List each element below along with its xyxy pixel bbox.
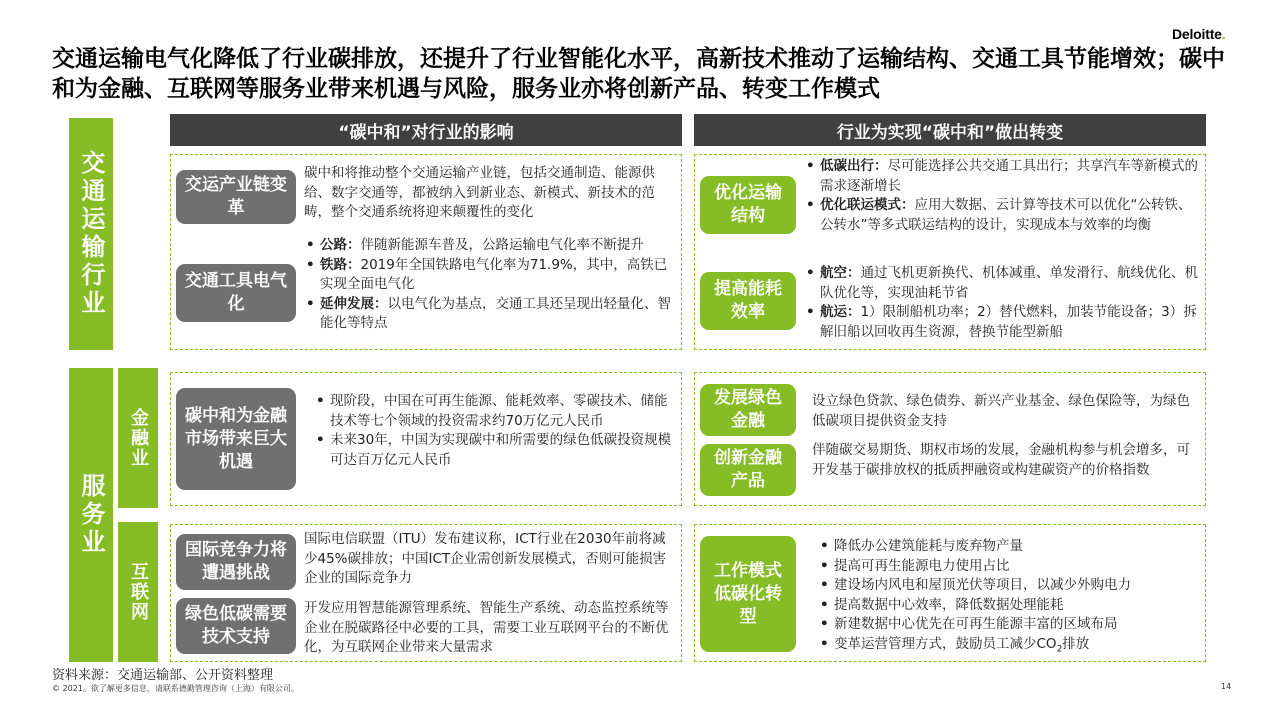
list-item: • 变革运营管理方式，鼓励员工减少$CO_2$排放 [818, 635, 1202, 660]
list-item: • 未来30年，中国为实现碳中和所需要的绿色低碳投资规模可达百万亿元人民币 [314, 431, 676, 470]
sector-service: 服务业 [69, 368, 113, 662]
finance-innovation-label: 创新金融产品 [700, 444, 796, 496]
internet-tech-text: 开发应用智慧能源管理系统、智能生产系统、动态监控系统等企业在脱碳路径中必要的工具，需要工业互联网平台的不断优化，为互联网企业带来大量需求 [304, 600, 669, 655]
transport-chain-label: 交运产业链变革 [176, 170, 296, 224]
deloitte-logo: Deloitte. [1172, 26, 1226, 42]
list-item: • 航运：1）限制船机功率；2）替代燃料，加装节能设备；3）拆解旧船以回收再生资源，替换节能型新船 [804, 303, 1202, 342]
impact-header: “碳中和”对行业的影响 [170, 114, 682, 146]
list-item: • 优化联运模式：应用大数据、云计算等技术可以优化“公转铁、公转水”等多式联运结构的设计，实现成本与效率的均衡 [804, 196, 1202, 235]
source-note: 资料来源：交通运输部、公开资料整理 [52, 668, 274, 683]
transport-efficiency-label: 提高能耗效率 [700, 272, 796, 330]
list-item: • 低碳出行：尽可能选择公共交通工具出行；共享汽车等新模式的需求逐渐增长 [804, 157, 1202, 196]
list-item: • 公路：伴随新能源车普及，公路运输电气化率不断提升 [304, 236, 678, 256]
list-item: • 铁路：2019年全国铁路电气化率为71.9%，其中，高铁已实现全面电气化 [304, 256, 678, 295]
internet-work-list [818, 537, 1202, 660]
transport-elec-list [304, 236, 678, 334]
finance-opportunity-list [314, 392, 676, 470]
internet-compete-label: 国际竞争力将遭遇挑战 [176, 534, 296, 590]
finance-innovation-text: 伴随碳交易期货、期权市场的发展，金融机构参与机会增多，可开发基于碳排放权的抵质押融资或构建碳资产的价格指数 [812, 442, 1190, 478]
transform-header: 行业为实现“碳中和”做出转变 [694, 114, 1206, 146]
list-item: • 新建数据中心优先在可再生能源丰富的区域布局 [818, 615, 1202, 635]
finance-green-text: 设立绿色贷款、绿色债券、新兴产业基金、绿色保险等，为绿色低碳项目提供资金支持 [812, 393, 1190, 429]
list-item: • 延伸发展：以电气化为基点，交通工具还呈现出轻量化、智能化等特点 [304, 295, 678, 334]
page-title: 交通运输电气化降低了行业碳排放，还提升了行业智能化水平，高新技术推动了运输结构、交通工具节能增效；碳中和为金融、互联网等服务业带来机遇与风险，服务业亦将创新产品、转变工作模式 [52, 46, 1225, 102]
list-item: • 提高可再生能源电力使用占比 [818, 557, 1202, 577]
sector-finance: 金融业 [118, 368, 158, 508]
sector-internet: 互联网 [118, 522, 158, 662]
transport-optimize-label: 优化运输结构 [700, 176, 796, 234]
internet-work-label: 工作模式低碳化转型 [700, 536, 796, 652]
finance-opportunity-label: 碳中和为金融市场带来巨大机遇 [176, 388, 296, 490]
copyright: © 2021。欲了解更多信息，请联系德勤管理咨询（上海）有限公司。 [52, 684, 299, 693]
list-item: • 降低办公建筑能耗与废弃物产量 [818, 537, 1202, 557]
internet-compete-text: 国际电信联盟（ITU）发布建议称，ICT行业在2030年前将减少45%碳排放；中国ICT企业需创新发展模式，否则可能损害企业的国际竞争力 [304, 531, 667, 586]
list-item: • 现阶段，中国在可再生能源、能耗效率、零碳技术、储能技术等七个领域的投资需求约70万亿元人民币 [314, 392, 676, 431]
list-item: • 航空：通过飞机更新换代、机体减重、单发滑行、航线优化、机队优化等，实现油耗节省 [804, 264, 1202, 303]
list-item: • 建设场内风电和屋顶光伏等项目，以减少外购电力 [818, 576, 1202, 596]
internet-tech-label: 绿色低碳需要技术支持 [176, 598, 296, 654]
sector-transport: 交通运输行业 [69, 118, 113, 350]
page-number: 14 [1221, 682, 1232, 691]
transport-optimize-list [804, 157, 1202, 235]
transport-efficiency-list [804, 264, 1202, 342]
list-item: • 提高数据中心效率，降低数据处理能耗 [818, 596, 1202, 616]
transport-elec-label: 交通工具电气化 [176, 264, 296, 322]
transport-chain-text: 碳中和将推动整个交通运输产业链，包括交通制造、能源供给、数字交通等，都被纳入到新业态、新模式、新技术的范畴，整个交通系统将迎来颠覆性的变化 [304, 165, 655, 220]
finance-green-label: 发展绿色金融 [700, 384, 796, 436]
